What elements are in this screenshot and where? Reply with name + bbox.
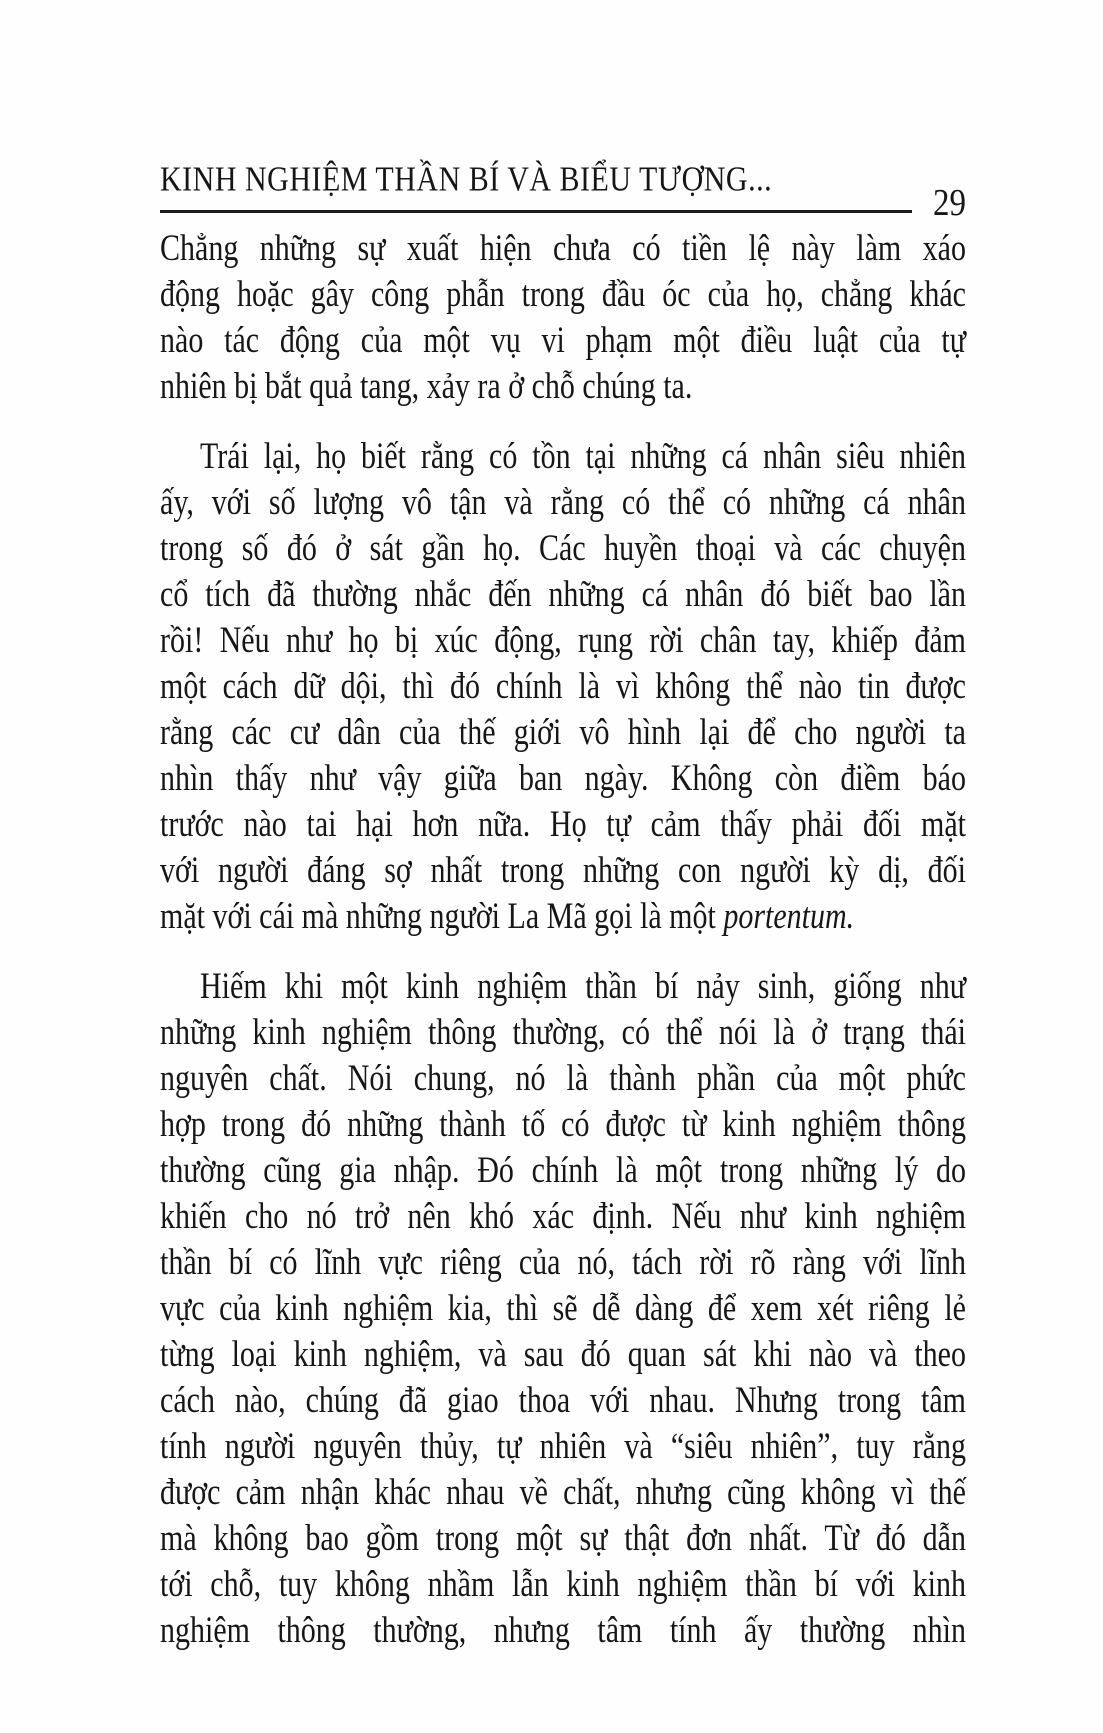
page-header: [160, 160, 966, 226]
text-line: nguyên chất. Nói chung, nó là thành phần của một phức: [160, 1058, 966, 1099]
text-line: một cách dữ dội, thì đó chính là vì không thể nào tin được: [160, 666, 966, 707]
text-line: được cảm nhận khác nhau về chất, nhưng cũng không vì thế: [160, 1472, 966, 1513]
text-line: thường cũng gia nhập. Đó chính là một trong những lý do: [160, 1150, 966, 1191]
text-line: cách nào, chúng đã giao thoa với nhau. Nhưng trong tâm: [160, 1380, 966, 1421]
text-line: trước nào tai hại hơn nữa. Họ tự cảm thấy phải đối mặt: [160, 804, 966, 845]
text-line: vực của kinh nghiệm kia, thì sẽ dễ dàng để xem xét riêng lẻ: [160, 1288, 966, 1329]
text-line: Trái lại, họ biết rằng có tồn tại những cá nhân siêu nhiên: [200, 436, 966, 477]
text-line: từng loại kinh nghiệm, và sau đó quan sát khi nào và theo: [160, 1334, 966, 1375]
text-line: động hoặc gây công phẫn trong đầu óc của họ, chẳng khác: [160, 274, 966, 315]
text-line: mà không bao gồm trong một sự thật đơn nhất. Từ đó dẫn: [160, 1518, 966, 1559]
text-line: Chẳng những sự xuất hiện chưa có tiền lệ này làm xáo: [160, 228, 966, 269]
header-rule: [160, 210, 912, 213]
text-line: nhiên bị bắt quả tang, xảy ra ở chỗ chúng ta.: [160, 366, 693, 407]
text-line: cổ tích đã thường nhắc đến những cá nhân đó biết bao lần: [160, 574, 966, 615]
page-number: 29: [933, 182, 966, 225]
paragraph: [160, 226, 966, 410]
text-line: Hiếm khi một kinh nghiệm thần bí nảy sinh, giống như: [200, 966, 966, 1007]
text-line: khiến cho nó trở nên khó xác định. Nếu như kinh nghiệm: [160, 1196, 966, 1237]
paragraph: [160, 964, 966, 1654]
text-line: rằng các cư dân của thế giới vô hình lại để cho người ta: [160, 712, 966, 753]
text-line: mặt với cái mà những người La Mã gọi là một portentum.: [160, 896, 855, 937]
text-line: hợp trong đó những thành tố có được từ kinh nghiệm thông: [160, 1104, 966, 1145]
running-title: KINH NGHIỆM THẦN BÍ VÀ BIỂU TƯỢNG...: [160, 159, 773, 199]
text-line: rồi! Nếu như họ bị xúc động, rụng rời chân tay, khiếp đảm: [160, 620, 966, 661]
text-line: những kinh nghiệm thông thường, có thể nói là ở trạng thái: [160, 1012, 966, 1053]
text-line: thần bí có lĩnh vực riêng của nó, tách rời rõ ràng với lĩnh: [160, 1242, 966, 1283]
text-line: với người đáng sợ nhất trong những con người kỳ dị, đối: [160, 850, 966, 891]
body-text: [160, 226, 966, 1654]
italic-word: portentum.: [723, 896, 855, 937]
text-line: tới chỗ, tuy không nhầm lẫn kinh nghiệm thần bí với kinh: [160, 1564, 966, 1605]
text-line: ấy, với số lượng vô tận và rằng có thể có những cá nhân: [160, 482, 966, 523]
paragraph: [160, 434, 966, 940]
text-line: tính người nguyên thủy, tự nhiên và “siêu nhiên”, tuy rằng: [160, 1426, 966, 1467]
text-line: nào tác động của một vụ vi phạm một điều luật của tự: [160, 320, 966, 361]
text-line: trong số đó ở sát gần họ. Các huyền thoại và các chuyện: [160, 528, 966, 569]
text-line: nhìn thấy như vậy giữa ban ngày. Không còn điềm báo: [160, 758, 966, 799]
text-line: nghiệm thông thường, nhưng tâm tính ấy thường nhìn: [160, 1610, 966, 1651]
